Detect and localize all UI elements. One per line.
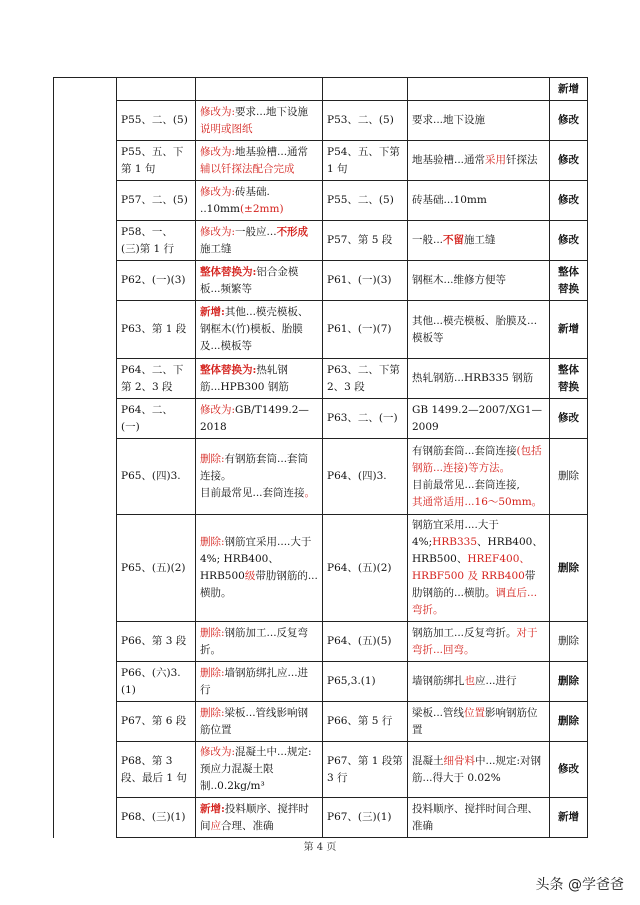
orig-content-cell: 钢筋宜采用....大于 4%;HRB335、HRB400、HRB500、HREF400、HRBF500 及 RRB400带肋钢筋的...横肋。调直后...弯折。 [408, 515, 550, 622]
new-content-cell: 修改为:混凝土中...规定:预应力混凝土限制..0.2kg/m³ [196, 742, 323, 798]
new-content-cell: 修改为:地基验槽...通常辅以钎探法配合完成 [196, 141, 323, 181]
new-content-cell: 整体替换为:热轧钢筋...HPB300 钢筋 [196, 359, 323, 399]
action-cell: 删除 [550, 702, 588, 742]
table-row [54, 141, 588, 181]
orig-location-cell: P68、第 3 段、最后 1 句 [117, 742, 196, 798]
new-location-cell: P64、(五)(2) [323, 515, 408, 622]
new-content-cell [196, 78, 323, 101]
table-row [54, 399, 588, 439]
orig-location-cell: P58、一、(三)第 1 行 [117, 221, 196, 261]
table-row [54, 622, 588, 662]
new-location-cell: P54、五、下第 1 句 [323, 141, 408, 181]
new-content-cell: 修改为:要求...地下设施说明或图纸 [196, 101, 323, 141]
action-cell: 修改 [550, 181, 588, 221]
new-content-cell: 新增:投料顺序、搅拌时间应合理、准确 [196, 798, 323, 838]
new-content-cell: 修改为:砖基础. ..10mm(±2mm) [196, 181, 323, 221]
new-location-cell: P63、二、(一) [323, 399, 408, 439]
orig-location-cell: P66、第 3 段 [117, 622, 196, 662]
orig-content-cell: 一般...不留施工缝 [408, 221, 550, 261]
table-row [54, 78, 588, 101]
new-location-cell: P55、二、(5) [323, 181, 408, 221]
table-row [54, 702, 588, 742]
table-row [54, 515, 588, 622]
new-location-cell: P53、二、(5) [323, 101, 408, 141]
action-cell: 删除 [550, 515, 588, 622]
orig-content-cell: 混凝土细骨料中...规定:对钢筋...得大于 0.02% [408, 742, 550, 798]
action-cell: 整体替换 [550, 261, 588, 301]
table-row [54, 359, 588, 399]
new-content-cell: 修改为:GB/T1499.2—2018 [196, 399, 323, 439]
orig-content-cell: 墙钢筋绑扎也应...进行 [408, 662, 550, 702]
new-location-cell: P63、二、下第 2、3 段 [323, 359, 408, 399]
table-row [54, 742, 588, 798]
orig-location-cell: P66、(六)3.(1) [117, 662, 196, 702]
new-location-cell [323, 78, 408, 101]
revision-table [53, 77, 587, 838]
orig-location-cell: P64、二、(一) [117, 399, 196, 439]
action-cell: 新增 [550, 78, 588, 101]
new-content-cell: 删除:钢筋宜采用....大于 4%; HRB400、HRB500级带肋钢筋的...横肋。 [196, 515, 323, 622]
orig-location-cell: P55、五、下第 1 句 [117, 141, 196, 181]
orig-location-cell: P64、二、下第 2、3 段 [117, 359, 196, 399]
table-row [54, 798, 588, 838]
new-location-cell: P64、(四)3. [323, 439, 408, 515]
action-cell: 修改 [550, 221, 588, 261]
orig-content-cell: 地基验槽...通常采用钎探法 [408, 141, 550, 181]
orig-location-cell: P68、(三)(1) [117, 798, 196, 838]
action-cell: 修改 [550, 141, 588, 181]
table-row [54, 261, 588, 301]
orig-content-cell: 热轧钢筋...HRB335 钢筋 [408, 359, 550, 399]
new-location-cell: P61、(一)(3) [323, 261, 408, 301]
table-row [54, 662, 588, 702]
orig-content-cell: 钢筋加工...反复弯折。对于弯折...回弯。 [408, 622, 550, 662]
orig-content-cell: 其他...模壳模板、胎膜及...模板等 [408, 301, 550, 359]
orig-location-cell: P55、二、(5) [117, 101, 196, 141]
table-row [54, 181, 588, 221]
orig-content-cell: 有钢筋套筒...套筒连接(包括钢筋...连接)等方法。 目前最常见...套筒连接, 其通常适用...16～50mm。 [408, 439, 550, 515]
page-number: 第 4 页 [303, 842, 337, 853]
orig-content-cell [408, 78, 550, 101]
orig-location-cell: P65、(四)3. [117, 439, 196, 515]
action-cell: 删除 [550, 662, 588, 702]
new-location-cell: P57、第 5 段 [323, 221, 408, 261]
action-cell: 整体替换 [550, 359, 588, 399]
action-cell: 修改 [550, 101, 588, 141]
new-location-cell: P61、(一)(7) [323, 301, 408, 359]
new-content-cell: 删除:有钢筋套筒...套筒连接。 目前最常见...套筒连接。 [196, 439, 323, 515]
action-cell: 修改 [550, 742, 588, 798]
table-row [54, 439, 588, 515]
orig-content-cell: 要求...地下设施 [408, 101, 550, 141]
new-location-cell: P67、第 1 段第 3 行 [323, 742, 408, 798]
new-content-cell: 修改为:一般应...不形成施工缝 [196, 221, 323, 261]
action-cell: 删除 [550, 622, 588, 662]
orig-location-cell: P67、第 6 段 [117, 702, 196, 742]
watermark: 头条 @学爸爸 [535, 877, 624, 893]
left-gutter-cell [54, 78, 117, 838]
new-content-cell: 删除:梁板...管线影响钢筋位置 [196, 702, 323, 742]
orig-content-cell: 砖基础...10mm [408, 181, 550, 221]
orig-content-cell: GB 1499.2—2007/XG1—2009 [408, 399, 550, 439]
orig-content-cell: 钢框木...维修方便等 [408, 261, 550, 301]
new-content-cell: 删除:钢筋加工...反复弯折。 [196, 622, 323, 662]
action-cell: 修改 [550, 399, 588, 439]
new-location-cell: P65,3.(1) [323, 662, 408, 702]
action-cell: 删除 [550, 439, 588, 515]
orig-location-cell: P63、第 1 段 [117, 301, 196, 359]
orig-location-cell: P65、(五)(2) [117, 515, 196, 622]
orig-location-cell: P57、二、(5) [117, 181, 196, 221]
table-row [54, 301, 588, 359]
new-content-cell: 删除:墙钢筋绑扎应...进行 [196, 662, 323, 702]
orig-location-cell: P62、(一)(3) [117, 261, 196, 301]
new-location-cell: P64、(五)(5) [323, 622, 408, 662]
new-content-cell: 新增:其他...模壳模板、钢框木(竹)模板、胎膜及...模板等 [196, 301, 323, 359]
action-cell: 新增 [550, 301, 588, 359]
new-location-cell: P66、第 5 行 [323, 702, 408, 742]
action-cell: 新增 [550, 798, 588, 838]
orig-content-cell: 梁板...管线位置影响钢筋位置 [408, 702, 550, 742]
new-content-cell: 整体替换为:铝合金模板...频繁等 [196, 261, 323, 301]
orig-content-cell: 投料顺序、搅拌时间合理、准确 [408, 798, 550, 838]
table-row [54, 101, 588, 141]
new-location-cell: P67、(三)(1) [323, 798, 408, 838]
orig-location-cell [117, 78, 196, 101]
table-row [54, 221, 588, 261]
